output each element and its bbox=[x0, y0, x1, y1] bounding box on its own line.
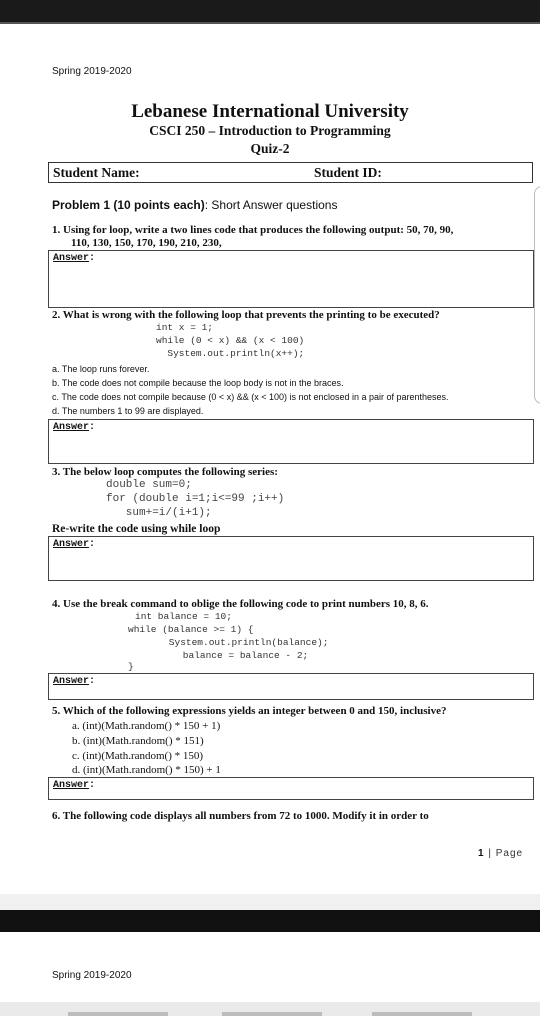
q3-rewrite: Re-write the code using while loop bbox=[52, 523, 221, 535]
q2-option-c: c. The code does not compile because (0 < x) && (x < 100) is not enclosed in a pair of parentheses. bbox=[52, 392, 449, 402]
semester-header: Spring 2019-2020 bbox=[52, 66, 132, 77]
q5-answer-box[interactable] bbox=[48, 777, 534, 800]
q4-answer-box[interactable] bbox=[48, 673, 534, 700]
problem-desc: : Short Answer questions bbox=[204, 198, 338, 212]
problem-heading bbox=[52, 198, 337, 212]
q1-line2: 110, 130, 150, 170, 190, 210, 230, bbox=[71, 237, 222, 249]
q2-code-line-1: int x = 1; bbox=[156, 322, 214, 333]
q2-option-d: d. The numbers 1 to 99 are displayed. bbox=[52, 406, 204, 416]
q2-option-b: b. The code does not compile because the loop body is not in the braces. bbox=[52, 378, 344, 388]
scroll-indicator-2[interactable] bbox=[222, 1012, 322, 1016]
q3-code-line-3: sum+=i/(i+1); bbox=[106, 507, 212, 519]
q5-option-c: c. (int)(Math.random() * 150) bbox=[72, 750, 204, 762]
q4-code-line-3: System.out.println(balance); bbox=[146, 637, 329, 648]
q3-code-line-1: double sum=0; bbox=[106, 479, 192, 491]
q3-question: 3. The below loop computes the following series: bbox=[52, 466, 278, 478]
q1-answer-label: Answer: bbox=[53, 253, 96, 264]
q5-option-d: d. (int)(Math.random() * 150) + 1 bbox=[72, 764, 221, 776]
page-break-bar bbox=[0, 910, 540, 932]
quiz-title: Quiz-2 bbox=[250, 141, 290, 156]
q2-option-a: a. The loop runs forever. bbox=[52, 364, 150, 374]
q2-answer-label: Answer: bbox=[53, 422, 96, 433]
page-number: 1 | Page bbox=[478, 848, 524, 859]
q4-code-line-5: } bbox=[128, 661, 134, 672]
q2-code-line-2: while (0 < x) && (x < 100) bbox=[156, 335, 305, 346]
page-gap bbox=[0, 894, 540, 910]
q5-option-b: b. (int)(Math.random() * 151) bbox=[72, 735, 204, 747]
q4-code-line-4: balance = balance - 2; bbox=[160, 650, 309, 661]
student-id-label: Student ID: bbox=[314, 165, 382, 180]
q2-answer-box[interactable] bbox=[48, 419, 534, 464]
top-dark-bar bbox=[0, 0, 540, 22]
scroll-indicator-1[interactable] bbox=[68, 1012, 168, 1016]
student-info-box bbox=[48, 162, 533, 183]
q5-question: 5. Which of the following expressions yields an integer between 0 and 150, inclusive? bbox=[52, 705, 447, 717]
q1-line1: 1. Using for loop, write a two lines code that produces the following output: 50, 70, 90, bbox=[52, 224, 454, 236]
q2-code-line-3: System.out.println(x++); bbox=[156, 348, 305, 359]
q4-question: 4. Use the break command to oblige the following code to print numbers 10, 8, 6. bbox=[52, 598, 429, 610]
q6-question: 6. The following code displays all numbers from 72 to 1000. Modify it in order to bbox=[52, 810, 429, 822]
course-title: CSCI 250 – Introduction to Programming bbox=[149, 123, 391, 138]
q1-answer-box[interactable] bbox=[48, 250, 534, 308]
top-divider bbox=[0, 22, 540, 24]
student-name-label: Student Name: bbox=[53, 165, 140, 180]
scroll-indicator-3[interactable] bbox=[372, 1012, 472, 1016]
q5-option-a: a. (int)(Math.random() * 150 + 1) bbox=[72, 720, 221, 732]
q4-code-line-2: while (balance >= 1) { bbox=[128, 624, 254, 635]
q4-code-line-1: int balance = 10; bbox=[135, 611, 232, 622]
university-title: Lebanese International University bbox=[131, 101, 409, 122]
problem-label: Problem 1 (10 points each) bbox=[52, 198, 205, 212]
q2-question: 2. What is wrong with the following loop that prevents the printing to be executed? bbox=[52, 309, 440, 321]
q4-answer-label: Answer: bbox=[53, 676, 96, 687]
page-edge-curl bbox=[534, 186, 540, 404]
q3-answer-label: Answer: bbox=[53, 539, 96, 550]
q3-code-line-2: for (double i=1;i<=99 ;i++) bbox=[106, 493, 285, 505]
q3-answer-box[interactable] bbox=[48, 536, 534, 581]
semester-header-page2: Spring 2019-2020 bbox=[52, 970, 132, 981]
q5-answer-label: Answer: bbox=[53, 780, 96, 791]
